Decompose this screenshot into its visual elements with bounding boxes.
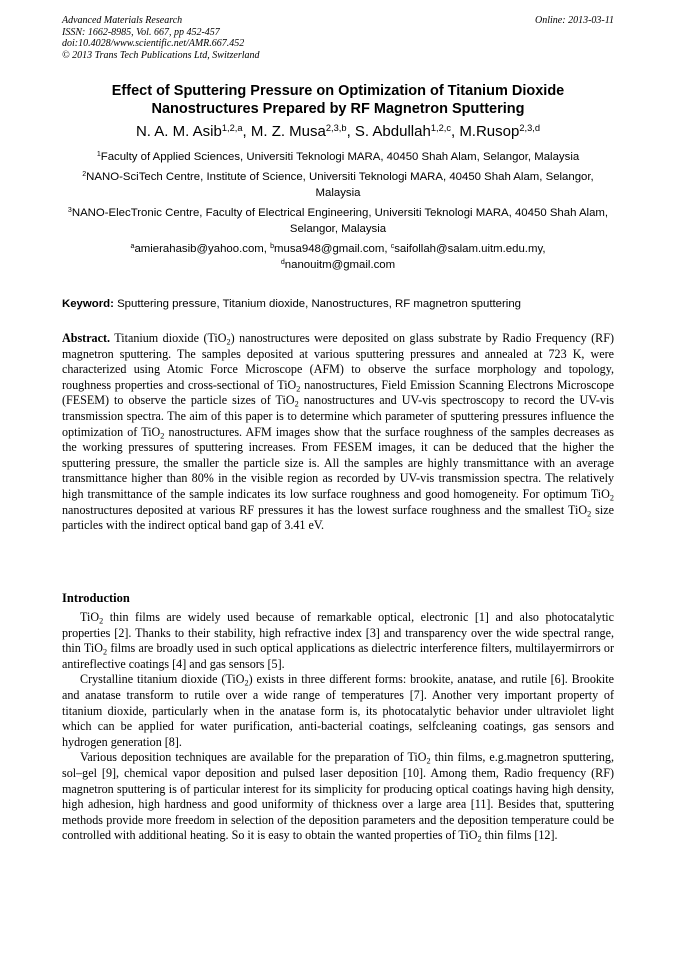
author-name: M.Rusop [459,123,520,140]
author-list [62,123,614,141]
text-run: Various deposition techniques are available for the preparation of TiO [80,750,427,765]
text-run: TiO [80,610,100,624]
text-run: Crystalline titanium dioxide (TiO [80,672,245,687]
title-line-1: Effect of Sputtering Pressure on Optimization of Titanium Dioxide [111,83,565,99]
abstract [62,331,614,534]
author-separator: , [346,123,355,140]
author-affil-marker: 2,3,b [325,122,347,133]
affiliation-3 [62,205,614,237]
subscript: 2 [587,508,592,518]
author-name: N. A. M. Asib [135,123,222,140]
paragraph [62,610,614,672]
paragraph [62,672,614,750]
journal-issn: ISSN: 1662-8985, Vol. 667, pp 452-457 [62,26,220,38]
author-separator: , [450,123,460,140]
affiliation-2 [62,169,614,201]
author-separator: , [242,123,251,140]
introduction-body [62,610,614,844]
subscript: 2 [99,616,104,626]
affil-number: 3 [67,207,72,215]
keyword-text: Sputtering pressure, Titanium dioxide, Nanostructures, RF magnetron sputtering [113,298,522,310]
abstract-text: size particles with the indirect optical band gap of 3.41 eV. [62,502,614,533]
affiliations [62,149,614,273]
email-marker: c [390,243,395,251]
abstract-text: nanostructures and UV-vis spectroscopy to record the UV-vis transmission spectra. The aim of this paper is to determine which parameter of sputtering pressures influence the optimization of TiO [62,393,615,439]
email-marker: b [270,243,275,251]
subscript: 2 [426,756,431,766]
affil-text: Faculty of Applied Sciences, Universiti Teknologi MARA, 40450 Shah Alam, Selangor, Malaysia [100,151,580,163]
keyword-label: Keyword: [62,298,114,310]
subscript: 2 [160,430,165,440]
journal-name: Advanced Materials Research [62,15,183,26]
affil-number: 1 [96,151,101,159]
online-date: Online: 2013-03-11 [535,15,614,26]
text-run: thin films are widely used because of remarkable optical, electronic [1] and also photocatalytic properties [2]. Thanks to their stability, high refractive index [3] and transparency over the wide spectral range, thin TiO [62,610,614,656]
abstract-text: ) nanostructures were deposited on glass substrate by Radio Frequency (RF) magnetron sputtering. The samples deposited at various sputtering pressures and annealed at 723 K, were characterized using Atomic Force Microscope (AFM) to observe the surface morphology and topology, roughness properties and cross-sectional of TiO [62,331,614,392]
section-heading-introduction: Introduction [62,591,130,605]
subscript: 2 [609,493,614,503]
text-run: films are broadly used in such optical applications as dielectric interference filters, multilayermirrors or antireflective coatings [4] and gas sensors [5]. [62,641,614,671]
author-name: M. Z. Musa [250,123,326,140]
abstract-text: nanostructures, Field Emission Scanning Electrons Microscope (FESEM) to observe the particle sizes of TiO [62,377,614,408]
author-affil-marker: 1,2,c [430,122,451,133]
author-affil-marker: 1,2,a [221,122,243,133]
affil-text: NANO-SciTech Centre, Institute of Science, Universiti Teknologi MARA, 40450 Shah Alam, Selangor, Malaysia [86,171,594,199]
paragraph [62,750,614,844]
journal-doi: doi:10.4028/www.scientific.net/AMR.667.452 [62,38,245,49]
affil-number: 2 [82,171,87,179]
author-name: S. Abdullah [354,123,431,140]
title-line-2: Nanostructures Prepared by RF Magnetron Sputtering [151,101,525,117]
subscript: 2 [102,647,108,657]
text-run: thin films, e.g.magnetron sputtering, sol–gel [9], chemical vapor deposition and pulsed laser deposition [10]. Among them, Radio frequency (RF) magnetron sputtering is of particular interest for its simplicity for producing optical coatings having high density, high adhesion, high hardness and good uniformity of thickness over a large area [11]. Besides that, sputtering methods provide more freedom in selection of the deposition parameters and the deposition temperature could be controlled with additional heating. So it is easy to obtain the wanted properties of TiO [62,750,614,843]
abstract-text: Titanium dioxide (TiO [110,331,227,345]
email-d[interactable]: nanouitm@gmail.com [284,259,396,271]
author-emails [62,241,614,273]
abstract-text: nanostructures deposited at various RF pressures it has the lowest surface roughness and the smallest TiO [62,502,588,517]
keywords [62,297,622,312]
email-c[interactable]: saifollah@salam.uitm.edu.my, [394,243,546,255]
text-run: ) exists in three different forms: brookite, anatase, and rutile [6]. Brookite and anatase transform to rutile over a wide range of temperatures [7]. Another very important property of titanium dioxide, particularly when in the anatase form is, its photocatalytic behavior under ultraviolet light which can be applied for water purification, anti-bacterial coatings, selfcleaning coatings, gas sensors and hydrogen generation [8]. [62,672,614,749]
abstract-text: nanostructures. AFM images show that the surface roughness of the samples decreases as the working pressures of sputtering increases. From FESEM images, it can be deduced that the higher the sputtering pressure, the smaller the particle size is. All the samples are highly transmittance with an average transmittance higher than 80% in the visible region as recorded by UV-vis transmission spectra. The relatively high transmittance of the sample indicates its low surface roughness and good homogeneity. For optimum TiO [62,424,614,501]
email-marker: a [130,243,135,251]
subscript: 2 [296,384,301,394]
email-marker: d [280,259,285,267]
email-b[interactable]: musa948@gmail.com, [274,243,391,255]
affil-text: NANO-ElecTronic Centre, Faculty of Electrical Engineering, Universiti Teknologi MARA, 40450 Shah Alam, Selangor, Malaysia [71,207,609,235]
email-a[interactable]: amierahasib@yahoo.com, [134,243,271,255]
journal-header [62,15,614,61]
text-run: thin films [12]. [481,828,558,843]
paper-title [62,82,614,118]
journal-copyright: © 2013 Trans Tech Publications Ltd, Switzerland [62,49,260,61]
subscript: 2 [244,678,249,688]
author-affil-marker: 2,3,d [519,122,541,133]
abstract-label: Abstract. [62,331,111,345]
subscript: 2 [294,399,299,409]
subscript: 2 [226,337,231,347]
affiliation-1 [62,149,614,165]
subscript: 2 [477,834,482,844]
